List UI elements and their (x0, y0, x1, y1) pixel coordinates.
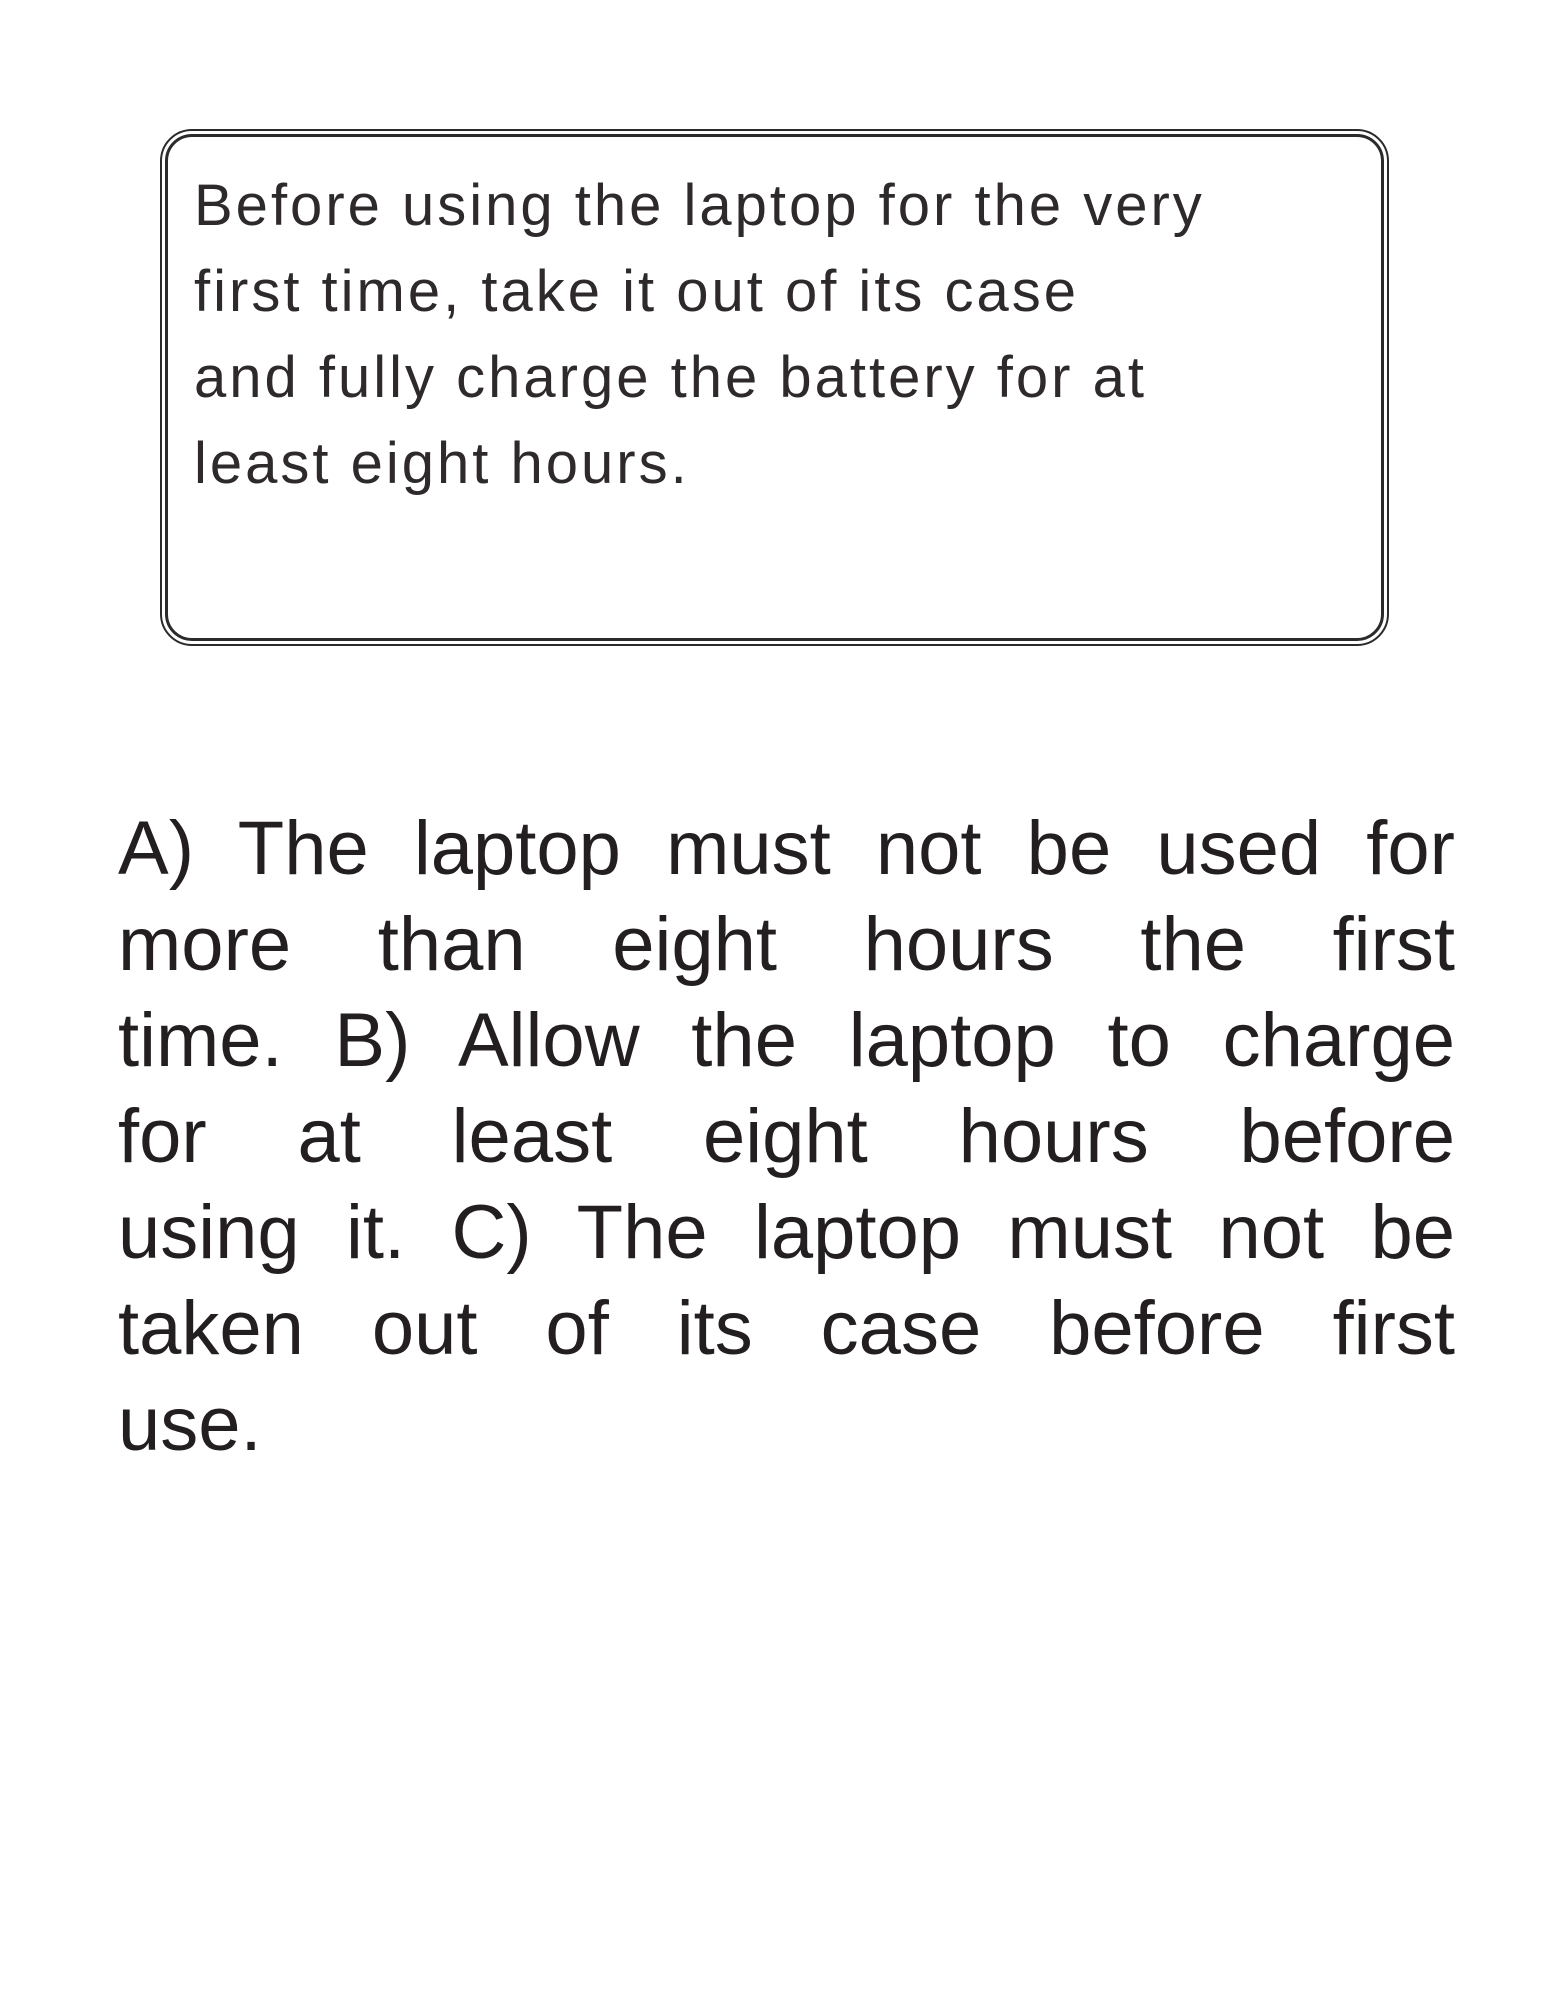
text-line: Before using the laptop for the very (194, 173, 1205, 238)
text-line: first time, take it out of its case (194, 259, 1080, 324)
text-line: A) The laptop must not be used for (118, 806, 1455, 891)
text-line: taken out of its case before first (118, 1286, 1455, 1371)
text-line: and fully charge the battery for at (194, 345, 1147, 410)
text-line: time. B) Allow the laptop to charge (118, 998, 1455, 1083)
instruction-text (194, 163, 1361, 507)
text-line: for at least eight hours before (118, 1094, 1455, 1179)
instruction-callout-box (160, 129, 1389, 646)
answer-options-paragraph (118, 801, 1455, 1473)
text-line: more than eight hours the first (118, 902, 1455, 987)
text-line: using it. C) The laptop must not be (118, 1190, 1455, 1275)
text-line: least eight hours. (194, 431, 690, 496)
text-line: use. (118, 1382, 262, 1467)
callout-inner-border (165, 134, 1384, 641)
